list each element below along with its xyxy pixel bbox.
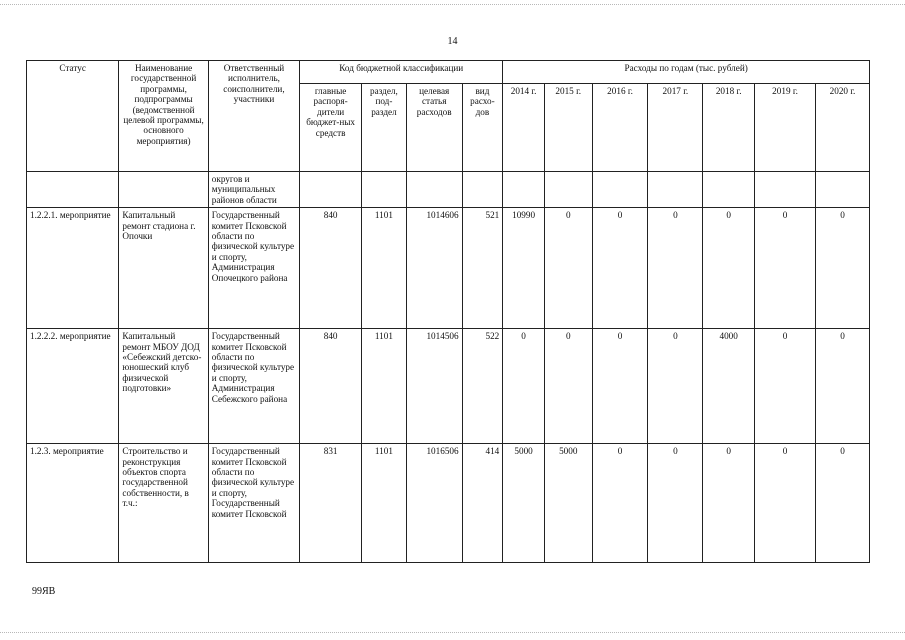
table-row — [27, 444, 870, 563]
cell-empty — [544, 172, 592, 208]
cell-responsible: Государственный комитет Псковской области по физической культуре и спорту, Государственный комитет Псковской — [208, 444, 299, 563]
cell-name: Капитальный ремонт МБОУ ДОД «Себежский детско-юношеский клуб физической подготовки» — [119, 329, 208, 444]
header-expense-type: вид расхо-дов — [462, 84, 503, 172]
footer-code: 99ЯВ — [32, 586, 56, 597]
cell-value: 0 — [592, 329, 648, 444]
cell-section: 1101 — [362, 208, 407, 329]
cell-status: 1.2.2.2. мероприятие — [27, 329, 119, 444]
top-scan-edge — [0, 4, 905, 5]
cell-target: 1016506 — [406, 444, 462, 563]
cell-empty — [503, 172, 545, 208]
header-expenses: Расходы по годам (тыс. рублей) — [503, 61, 870, 84]
cell-status: 1.2.2.1. мероприятие — [27, 208, 119, 329]
cell-empty — [703, 172, 755, 208]
header-status: Статус — [27, 61, 119, 172]
cell-value: 0 — [648, 329, 703, 444]
cell-value: 0 — [544, 208, 592, 329]
budget-table — [26, 60, 870, 563]
cell-section: 1101 — [362, 444, 407, 563]
cell-value: 0 — [815, 444, 869, 563]
header-year: 2016 г. — [592, 84, 648, 172]
cell-empty — [362, 172, 407, 208]
header-target: целевая статья расходов — [406, 84, 462, 172]
header-year: 2019 г. — [755, 84, 816, 172]
cell-responsible: Государственный комитет Псковской области по физической культуре и спорту, Администрация Себежского района — [208, 329, 299, 444]
header-row-1 — [27, 61, 870, 84]
cell-empty — [27, 172, 119, 208]
header-year: 2018 г. — [703, 84, 755, 172]
cell-value: 0 — [815, 329, 869, 444]
header-budget-code: Код бюджетной классификации — [300, 61, 503, 84]
cell-value: 10990 — [503, 208, 545, 329]
cell-grbs: 840 — [300, 208, 362, 329]
cell-expense-type: 414 — [462, 444, 503, 563]
cell-empty — [648, 172, 703, 208]
cell-value: 0 — [503, 329, 545, 444]
cell-value: 0 — [755, 329, 816, 444]
cell-value: 0 — [755, 444, 816, 563]
cell-empty — [462, 172, 503, 208]
cell-expense-type: 522 — [462, 329, 503, 444]
cell-status: 1.2.3. мероприятие — [27, 444, 119, 563]
cell-value: 0 — [648, 444, 703, 563]
cell-responsible: Государственный комитет Псковской области по физической культуре и спорту, Администрация Опочецкого района — [208, 208, 299, 329]
cell-name: Строительство и реконструкция объектов спорта государственной собственности, в т.ч.: — [119, 444, 208, 563]
cell-target: 1014606 — [406, 208, 462, 329]
cell-empty — [119, 172, 208, 208]
cell-grbs: 840 — [300, 329, 362, 444]
cell-value: 0 — [703, 208, 755, 329]
cell-value: 4000 — [703, 329, 755, 444]
cell-value: 0 — [703, 444, 755, 563]
cell-empty — [815, 172, 869, 208]
cell-empty — [592, 172, 648, 208]
header-year: 2014 г. — [503, 84, 545, 172]
cell-value: 0 — [815, 208, 869, 329]
cell-value: 5000 — [503, 444, 545, 563]
cell-empty — [406, 172, 462, 208]
bottom-scan-edge — [0, 632, 905, 633]
header-year: 2017 г. — [648, 84, 703, 172]
header-year: 2020 г. — [815, 84, 869, 172]
table-row — [27, 329, 870, 444]
cell-section: 1101 — [362, 329, 407, 444]
header-section: раздел, под-раздел — [362, 84, 407, 172]
cell-empty — [755, 172, 816, 208]
cell-value: 5000 — [544, 444, 592, 563]
page-number: 14 — [447, 36, 458, 47]
cell-grbs: 831 — [300, 444, 362, 563]
cell-value: 0 — [544, 329, 592, 444]
cell-name: Капитальный ремонт стадиона г. Опочки — [119, 208, 208, 329]
cell-target: 1014506 — [406, 329, 462, 444]
table-row-continuation — [27, 172, 870, 208]
cell-value: 0 — [592, 208, 648, 329]
header-grbs: главные распоря-дители бюджет-ных средств — [300, 84, 362, 172]
header-name: Наименование государственной программы, подпрограммы (ведомственной целевой программы, основного мероприятия) — [119, 61, 208, 172]
header-year: 2015 г. — [544, 84, 592, 172]
cell-expense-type: 521 — [462, 208, 503, 329]
cell-responsible: округов и муниципальных районов области — [208, 172, 299, 208]
cell-empty — [300, 172, 362, 208]
header-responsible: Ответственный исполнитель, соисполнители, участники — [208, 61, 299, 172]
cell-value: 0 — [592, 444, 648, 563]
cell-value: 0 — [755, 208, 816, 329]
table-row — [27, 208, 870, 329]
cell-value: 0 — [648, 208, 703, 329]
